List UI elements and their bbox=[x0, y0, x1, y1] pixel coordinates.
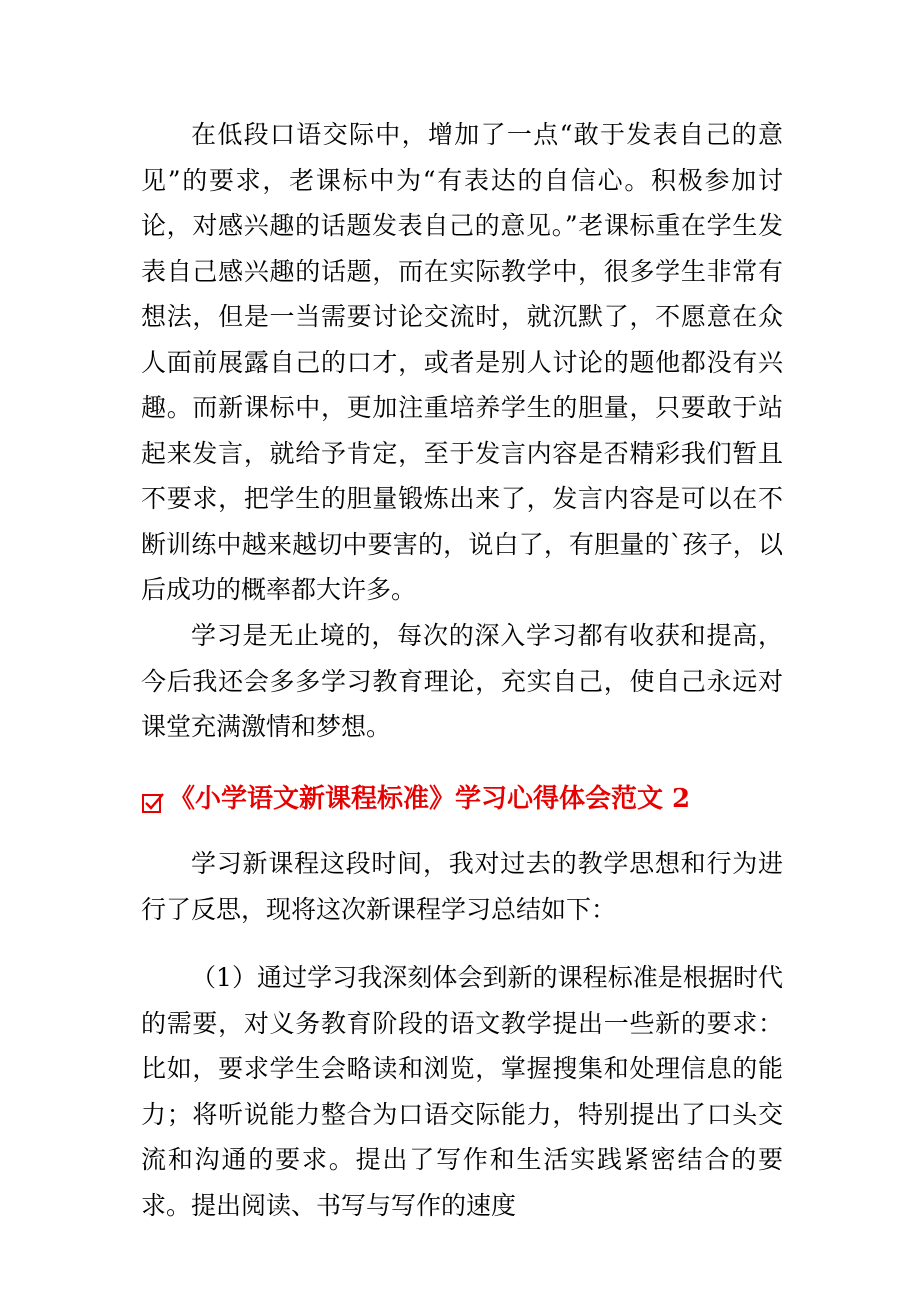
body-paragraph: 学习新课程这段时间，我对过去的教学思想和行为进行了反思，现将这次新课程学习总结如下： bbox=[141, 849, 783, 924]
section-heading bbox=[141, 778, 783, 820]
body-paragraph: 学习是无止境的，每次的深入学习都有收获和提高，今后我还会多多学习教育理论，充实自己，使自己永远对课堂充满激情和梦想。 bbox=[141, 621, 783, 741]
body-paragraph: （1）通过学习我深刻体会到新的课程标准是根据时代的需要，对义务教育阶段的语文教学提出一些新的要求：比如，要求学生会略读和浏览，掌握搜集和处理信息的能力；将听说能力整合为口语交际能力，特别提出了口头交流和沟通的要求。提出了写作和生活实践紧密结合的要求。提出阅读、书写与写作的速度 bbox=[141, 963, 783, 1220]
body-paragraph: 在低段口语交际中，增加了一点“敢于发表自己的意见”的要求，老课标中为“有表达的自信心。积极参加讨论，对感兴趣的话题发表自己的意见。”老课标重在学生发表自己感兴趣的话题，而在实际教学中，很多学生非常有想法，但是一当需要讨论交流时，就沉默了，不愿意在众人面前展露自己的口才，或者是别人讨论的题他都没有兴趣。而新课标中，更加注重培养学生的胆量，只要敢于站起来发言，就给予肯定，至于发言内容是否精彩我们暂且不要求，把学生的胆量锻炼出来了，发言内容是可以在不断训练中越来越切中要害的，说白了，有胆量的`孩子，以后成功的概率都大许多。 bbox=[141, 120, 783, 604]
checkbox-checked-icon bbox=[141, 787, 165, 811]
section-heading-text: 《小学语文新课程标准》学习心得体会范文 2 bbox=[169, 784, 691, 814]
